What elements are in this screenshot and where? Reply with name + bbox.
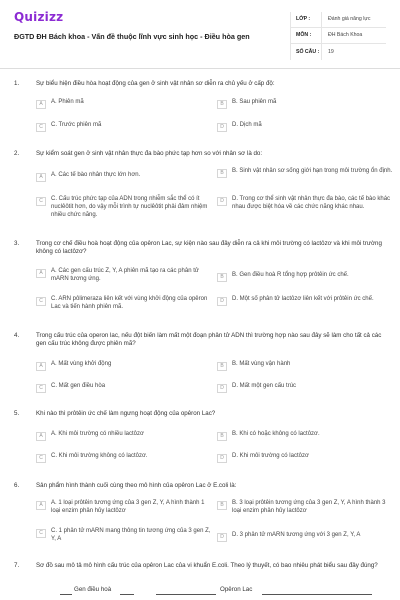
option-a[interactable] — [36, 361, 214, 371]
option-a[interactable] — [36, 431, 214, 441]
option-text: C. ARN pôlimeraza liên kết với vùng khởi động của opêron Lac và tiến hành phiên mã. — [51, 296, 208, 310]
option-letter: B — [217, 273, 227, 282]
option-letter: C — [36, 297, 46, 306]
option-text: D. 3 phân tử mARN tương ứng với 3 gen Z, Y, A — [232, 532, 361, 538]
option-text: D. Dịch mã — [232, 122, 262, 128]
option-c[interactable] — [36, 122, 214, 132]
question-number: 1. — [14, 80, 20, 87]
option-text: B. 3 loại prôtêin tương ứng của 3 gen Z, Y, A hình thành 3 loại enzim phân hủy lactôzơ — [232, 500, 386, 514]
diagram-bracket-right-a — [156, 594, 216, 595]
meta-label: LỚP : — [296, 16, 311, 23]
option-letter: B — [217, 100, 227, 109]
option-letter: A — [36, 432, 46, 441]
question-number: 4. — [14, 332, 20, 339]
option-a[interactable] — [36, 172, 214, 182]
option-text: B. Sau phiên mã — [232, 99, 277, 105]
question-number: 5. — [14, 410, 20, 417]
option-d[interactable] — [217, 196, 395, 212]
option-text: A. Phiên mã — [51, 99, 84, 105]
option-c[interactable] — [36, 296, 214, 312]
option-letter: D — [217, 384, 227, 393]
question-text: Khi nào thì prôtêin ức chế làm ngưng hoạt động của opêron Lac? — [36, 410, 216, 417]
option-a[interactable] — [36, 268, 214, 284]
option-a[interactable] — [36, 99, 214, 109]
option-c[interactable] — [36, 528, 214, 544]
option-letter: A — [36, 269, 46, 278]
option-letter: A — [36, 362, 46, 371]
option-letter: B — [217, 169, 227, 178]
diagram-label-regulator-gene: Gen điều hoà — [74, 586, 112, 593]
option-letter: C — [36, 123, 46, 132]
option-letter: C — [36, 454, 46, 463]
option-letter: A — [36, 501, 46, 510]
question-number: 6. — [14, 482, 20, 489]
option-letter: C — [36, 529, 46, 538]
option-text: B. Sinh vật nhân sơ sống giới hạn trong môi trường ổn định. — [232, 168, 393, 174]
option-text: A. Mất vùng khởi động — [51, 361, 112, 367]
meta-row-subject — [291, 28, 386, 44]
option-c[interactable] — [36, 383, 214, 393]
question-2 — [14, 150, 393, 232]
question-number: 2. — [14, 150, 20, 157]
option-letter: B — [217, 432, 227, 441]
question-text: Sơ đồ sau mô tả mô hình cấu trúc của opêron Lac của vi khuẩn E.coli. Theo lý thuyết, có bao nhiêu phát biểu sau đây đúng? — [36, 562, 378, 569]
option-letter: D — [217, 123, 227, 132]
option-text: D. Một số phân tử lactôzơ liên kết với prôtêin ức chế. — [232, 296, 374, 302]
option-c[interactable] — [36, 196, 214, 220]
question-text: Sự biểu hiện điều hòa hoạt động của gen ở sinh vật nhân sơ diễn ra chủ yếu ở cấp độ: — [36, 80, 275, 87]
option-text: D. Khi môi trường có lactôzơ — [232, 453, 309, 459]
option-b[interactable] — [217, 361, 395, 371]
option-letter: C — [36, 197, 46, 206]
option-d[interactable] — [217, 122, 395, 132]
question-1 — [14, 80, 386, 140]
option-d[interactable] — [217, 383, 395, 393]
option-text: D. Mất một gen cấu trúc — [232, 383, 297, 389]
option-text: B. Gen điều hoà R tổng hợp prôtêin ức chế. — [232, 272, 349, 278]
question-number: 3. — [14, 240, 20, 247]
worksheet-title: ĐGTD ĐH Bách khoa - Vấn đề thuộc lĩnh vực sinh học - Điều hòa gen — [14, 32, 250, 41]
question-text: Sản phẩm hình thành cuối cùng theo mô hình của opêron Lac ở E.coli là: — [36, 482, 237, 489]
option-b[interactable] — [217, 99, 395, 109]
option-text: B. Khi có hoặc không có lactôzơ. — [232, 431, 320, 437]
option-text: C. Mất gen điều hòa — [51, 383, 106, 389]
question-text: Trong cơ chế điều hoà hoạt động của opêron Lac, sự kiện nào sau đây diễn ra cả khi môi trường có lactôzơ và khi môi trường không có lactôzơ? — [36, 240, 382, 256]
option-letter: D — [217, 197, 227, 206]
option-text: A. Các tế bào nhân thực lớn hơn. — [51, 172, 141, 178]
meta-label: SỐ CÂU : — [296, 48, 320, 55]
option-c[interactable] — [36, 453, 214, 463]
meta-value: ĐH Bách Khoa — [321, 28, 386, 43]
option-text: A. Khi môi trường có nhiều lactôzơ — [51, 431, 144, 437]
option-text: C. Khi môi trường không có lactôzơ. — [51, 453, 148, 459]
option-text: C. Trước phiên mã — [51, 122, 102, 128]
option-b[interactable] — [217, 431, 395, 441]
diagram-bracket-left-b — [120, 594, 134, 595]
diagram-bracket-right-b — [262, 594, 372, 595]
meta-value: 19 — [321, 44, 386, 60]
option-text: A. Các gen cấu trúc Z, Y, A phiên mã tạo ra các phân tử mARN tương ứng. — [51, 268, 199, 282]
meta-row-count — [291, 44, 386, 60]
meta-value: Đánh giá năng lực — [321, 12, 386, 27]
meta-table — [290, 12, 386, 60]
header-divider — [0, 68, 400, 69]
question-4 — [14, 332, 386, 398]
question-text: Trong cấu trúc của operon lac, nếu đột biến làm mất một đoạn phân tử ADN thì trường hợp nào sau đây sẽ làm cho tất cả các gen cấu trúc không được phiên mã? — [36, 332, 382, 348]
option-d[interactable] — [217, 532, 395, 542]
diagram-bracket-left-a — [60, 594, 72, 595]
option-text: B. Mất vùng vận hành — [232, 361, 291, 367]
option-text: C. 1 phân tử mARN mang thông tin tương ứng của 3 gen Z, Y, A — [51, 528, 211, 542]
option-letter: C — [36, 384, 46, 393]
question-text: Sự kiểm soát gen ở sinh vật nhân thực đa bào phức tạp hơn so với nhân sơ là do: — [36, 150, 263, 157]
option-d[interactable] — [217, 453, 395, 463]
question-5 — [14, 410, 386, 472]
worksheet-header — [14, 8, 386, 66]
question-number: 7. — [14, 562, 20, 569]
quizizz-logo: Quizizz — [14, 10, 64, 24]
option-letter: D — [217, 297, 227, 306]
option-letter: A — [36, 100, 46, 109]
option-a[interactable] — [36, 500, 214, 516]
meta-label: MÔN : — [296, 32, 312, 39]
option-text: A. 1 loại prôtêin tương ứng của 3 gen Z, Y, A hình thành 1 loại enzim phân hủy lactôzơ — [51, 500, 205, 514]
question-3 — [14, 240, 386, 320]
question-7 — [14, 562, 386, 584]
question-6 — [14, 482, 386, 552]
option-b[interactable] — [217, 272, 395, 282]
diagram-label-lac-operon: Opêron Lac — [220, 586, 253, 593]
option-letter: A — [36, 173, 46, 182]
option-b[interactable] — [217, 168, 395, 178]
option-letter: B — [217, 501, 227, 510]
option-text: C. Cấu trúc phức tạp của ADN trong nhiễm sắc thể có ít nuclêôtit hơn, do vậy mỗi trình tự nuclêôtit phải đảm nhiệm nhiều chức năng. — [51, 196, 208, 218]
option-text: D. Trong cơ thể sinh vật nhân thực đa bào, các tế bào khác nhau được biệt hóa về các chức năng khác nhau. — [232, 196, 391, 210]
meta-row-class — [291, 12, 386, 28]
option-letter: D — [217, 533, 227, 542]
option-letter: B — [217, 362, 227, 371]
option-letter: D — [217, 454, 227, 463]
option-d[interactable] — [217, 296, 395, 306]
operon-diagram — [50, 586, 380, 600]
option-b[interactable] — [217, 500, 395, 516]
